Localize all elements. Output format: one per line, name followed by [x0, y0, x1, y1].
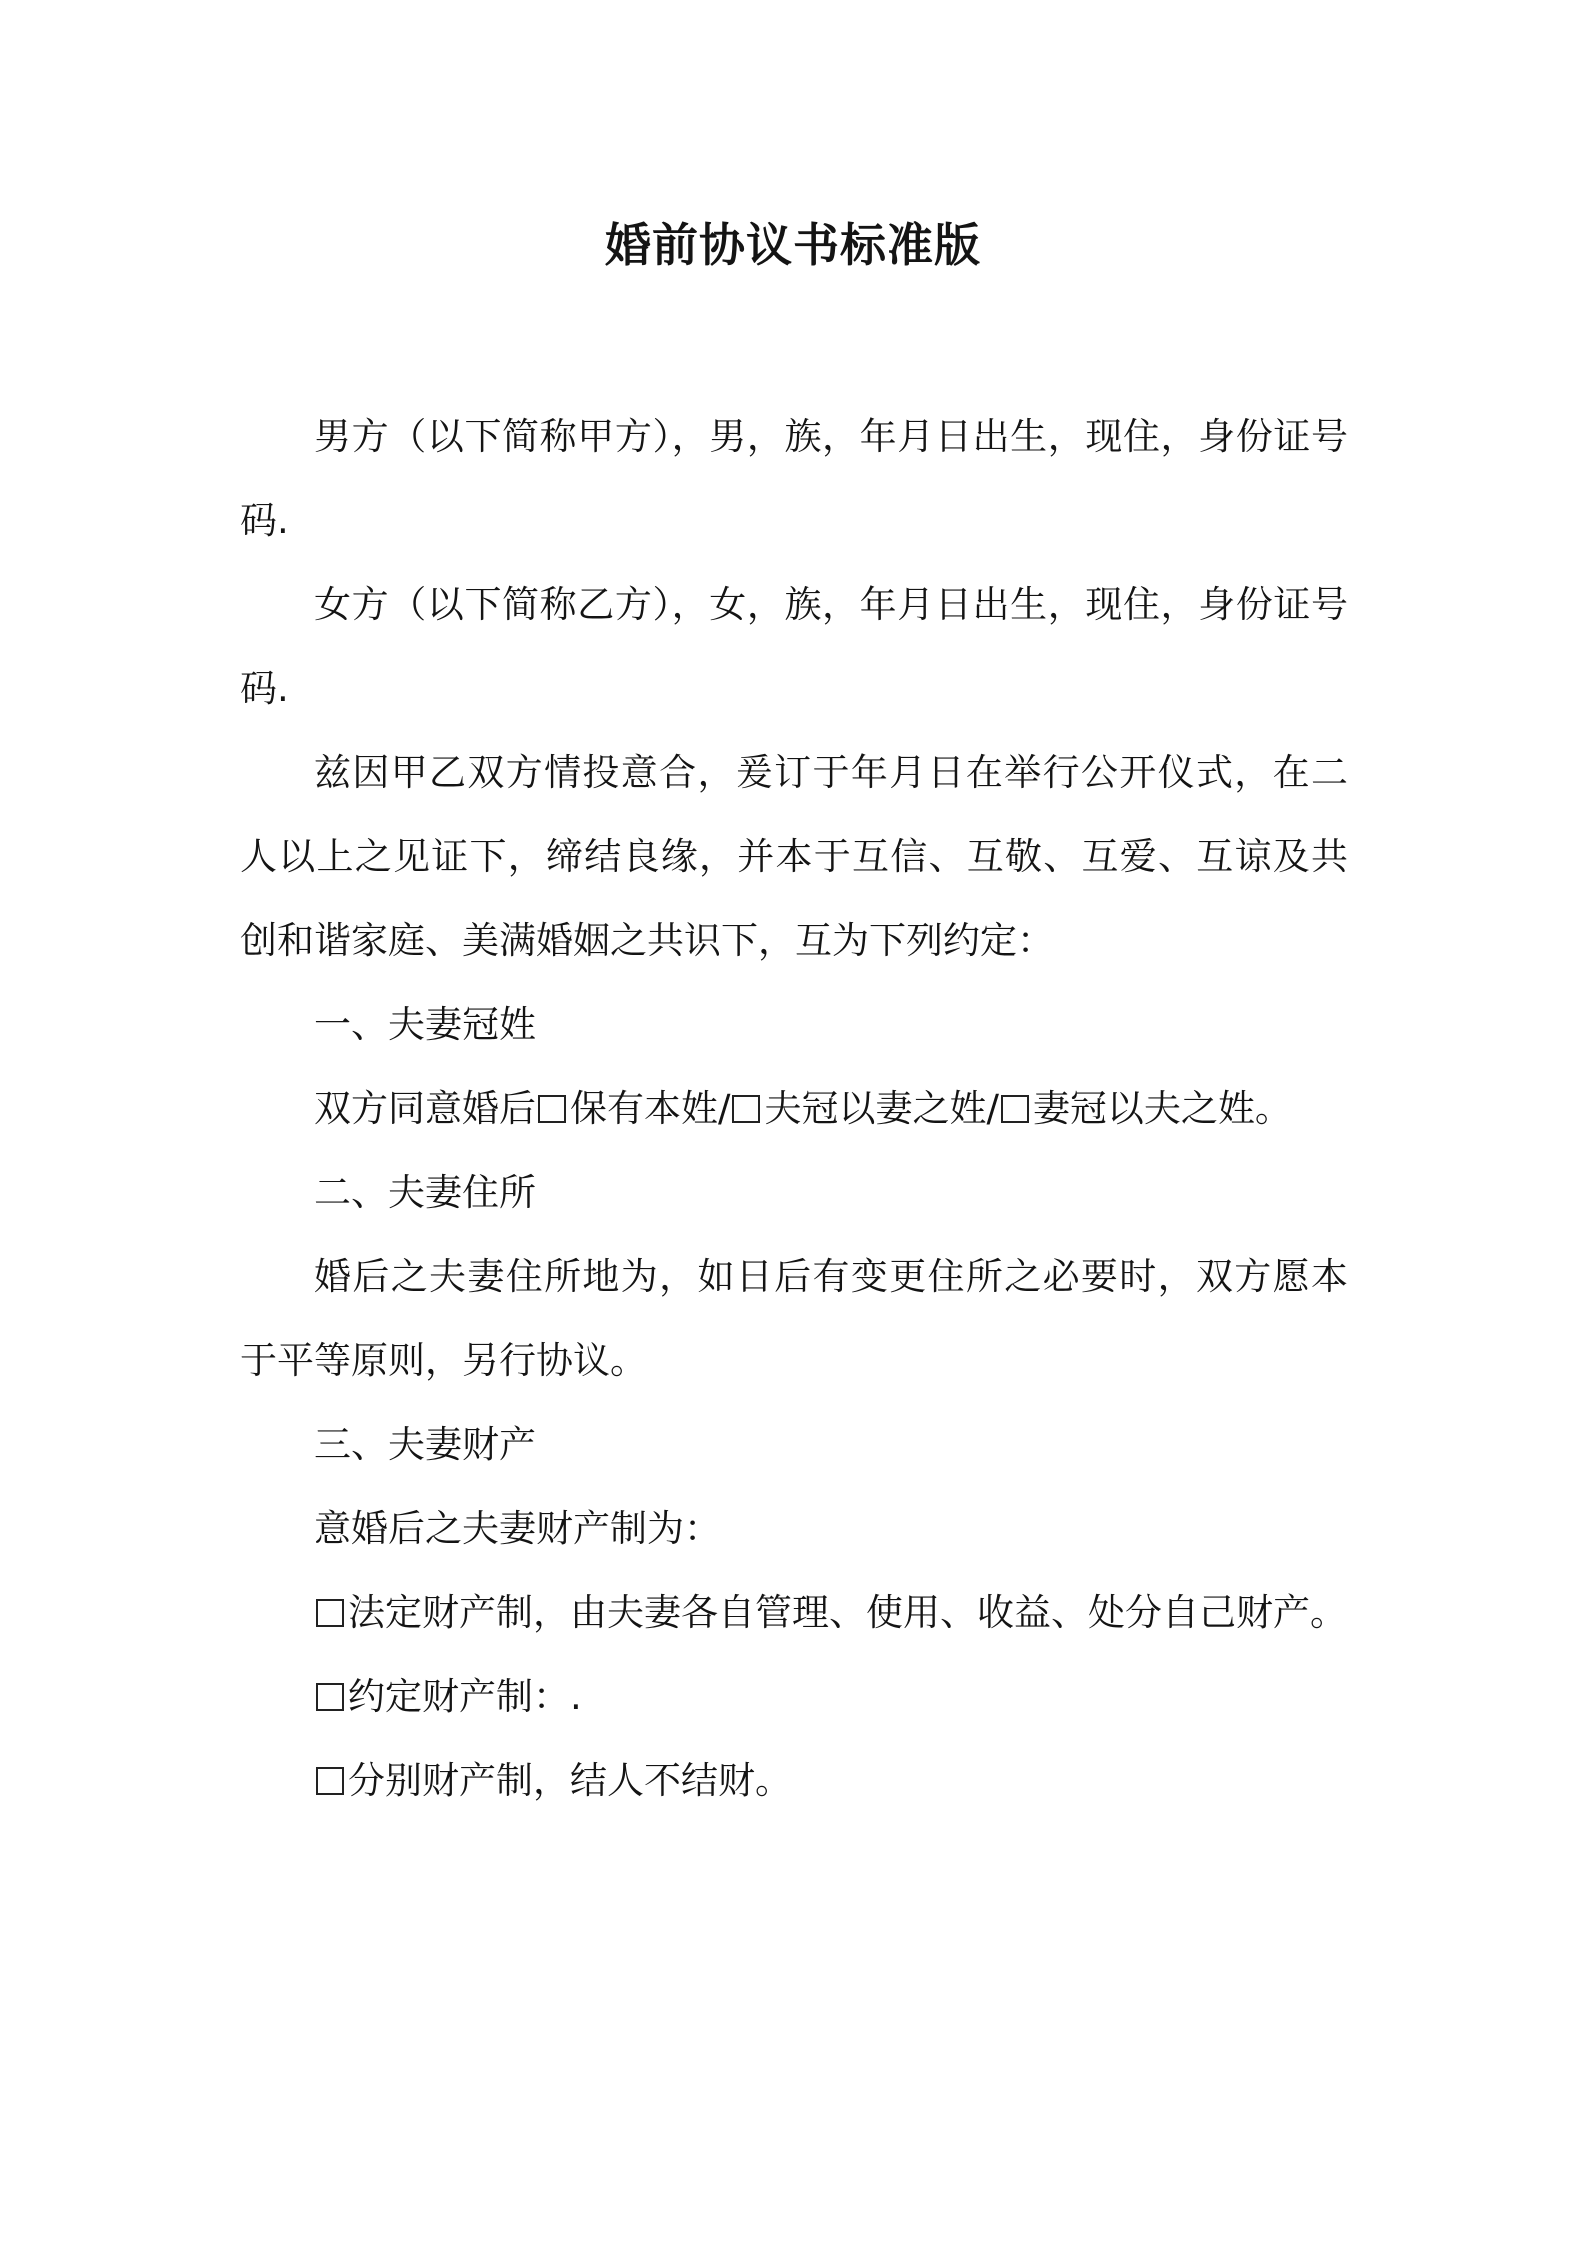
checkbox-husband-takes-wife-surname[interactable] — [732, 1095, 760, 1123]
property-option-separate — [240, 1739, 1348, 1823]
document-body — [240, 395, 1348, 1823]
checkbox-wife-takes-husband-surname[interactable] — [1001, 1095, 1029, 1123]
option-wife-takes-husband-surname: 妻冠以夫之 — [1032, 1087, 1218, 1130]
checkbox-statutory-property[interactable] — [316, 1599, 344, 1627]
party-b-paragraph: 女方（以下简称乙方），女，族，年月日出生，现住，身份证号码. — [240, 583, 1348, 710]
residence-clause: 婚后之夫妻住所地为，如日后有变更住所之必要时，双方愿本于平等原则，另行协议。 — [240, 1255, 1348, 1382]
section-heading-surname: 一、夫妻冠姓 — [314, 1003, 536, 1046]
preamble-paragraph: 兹因甲乙双方情投意合，爰订于年月日在举行公开仪式，在二人以上之见证下，缔结良缘，并本于互信、互敬、互爱、互谅及共创和谐家庭、美满婚姻之共识下，互为下列约定： — [240, 751, 1348, 962]
agreed-property-text: 约定财产制：. — [348, 1675, 582, 1718]
property-intro: 意婚后之夫妻财产制为： — [314, 1507, 721, 1550]
option-keep-surname: 保有本姓/ — [570, 1087, 731, 1130]
property-option-agreed — [240, 1655, 1348, 1739]
separate-property-text: 分别财产制，结人不结财。 — [348, 1759, 792, 1802]
checkbox-keep-surname[interactable] — [538, 1095, 566, 1123]
section-heading-property: 三、夫妻财产 — [314, 1423, 536, 1466]
checkbox-agreed-property[interactable] — [316, 1683, 344, 1711]
surname-clause — [240, 1067, 1348, 1151]
party-a-paragraph: 男方（以下简称甲方），男，族，年月日出生，现住，身份证号码. — [240, 415, 1348, 542]
document-title: 婚前协议书标准版 — [605, 218, 981, 272]
statutory-property-text: 法定财产制，由夫妻各自管理、使用、收益、处分自己财产。 — [348, 1591, 1347, 1634]
surname-tail: 姓。 — [1217, 1087, 1292, 1130]
property-option-statutory — [240, 1571, 1348, 1655]
option-husband-takes-wife-surname: 夫冠以妻之姓/ — [764, 1087, 999, 1130]
section-heading-residence: 二、夫妻住所 — [314, 1171, 536, 1214]
checkbox-separate-property[interactable] — [316, 1767, 344, 1795]
surname-intro: 双方同意婚后 — [314, 1087, 536, 1130]
